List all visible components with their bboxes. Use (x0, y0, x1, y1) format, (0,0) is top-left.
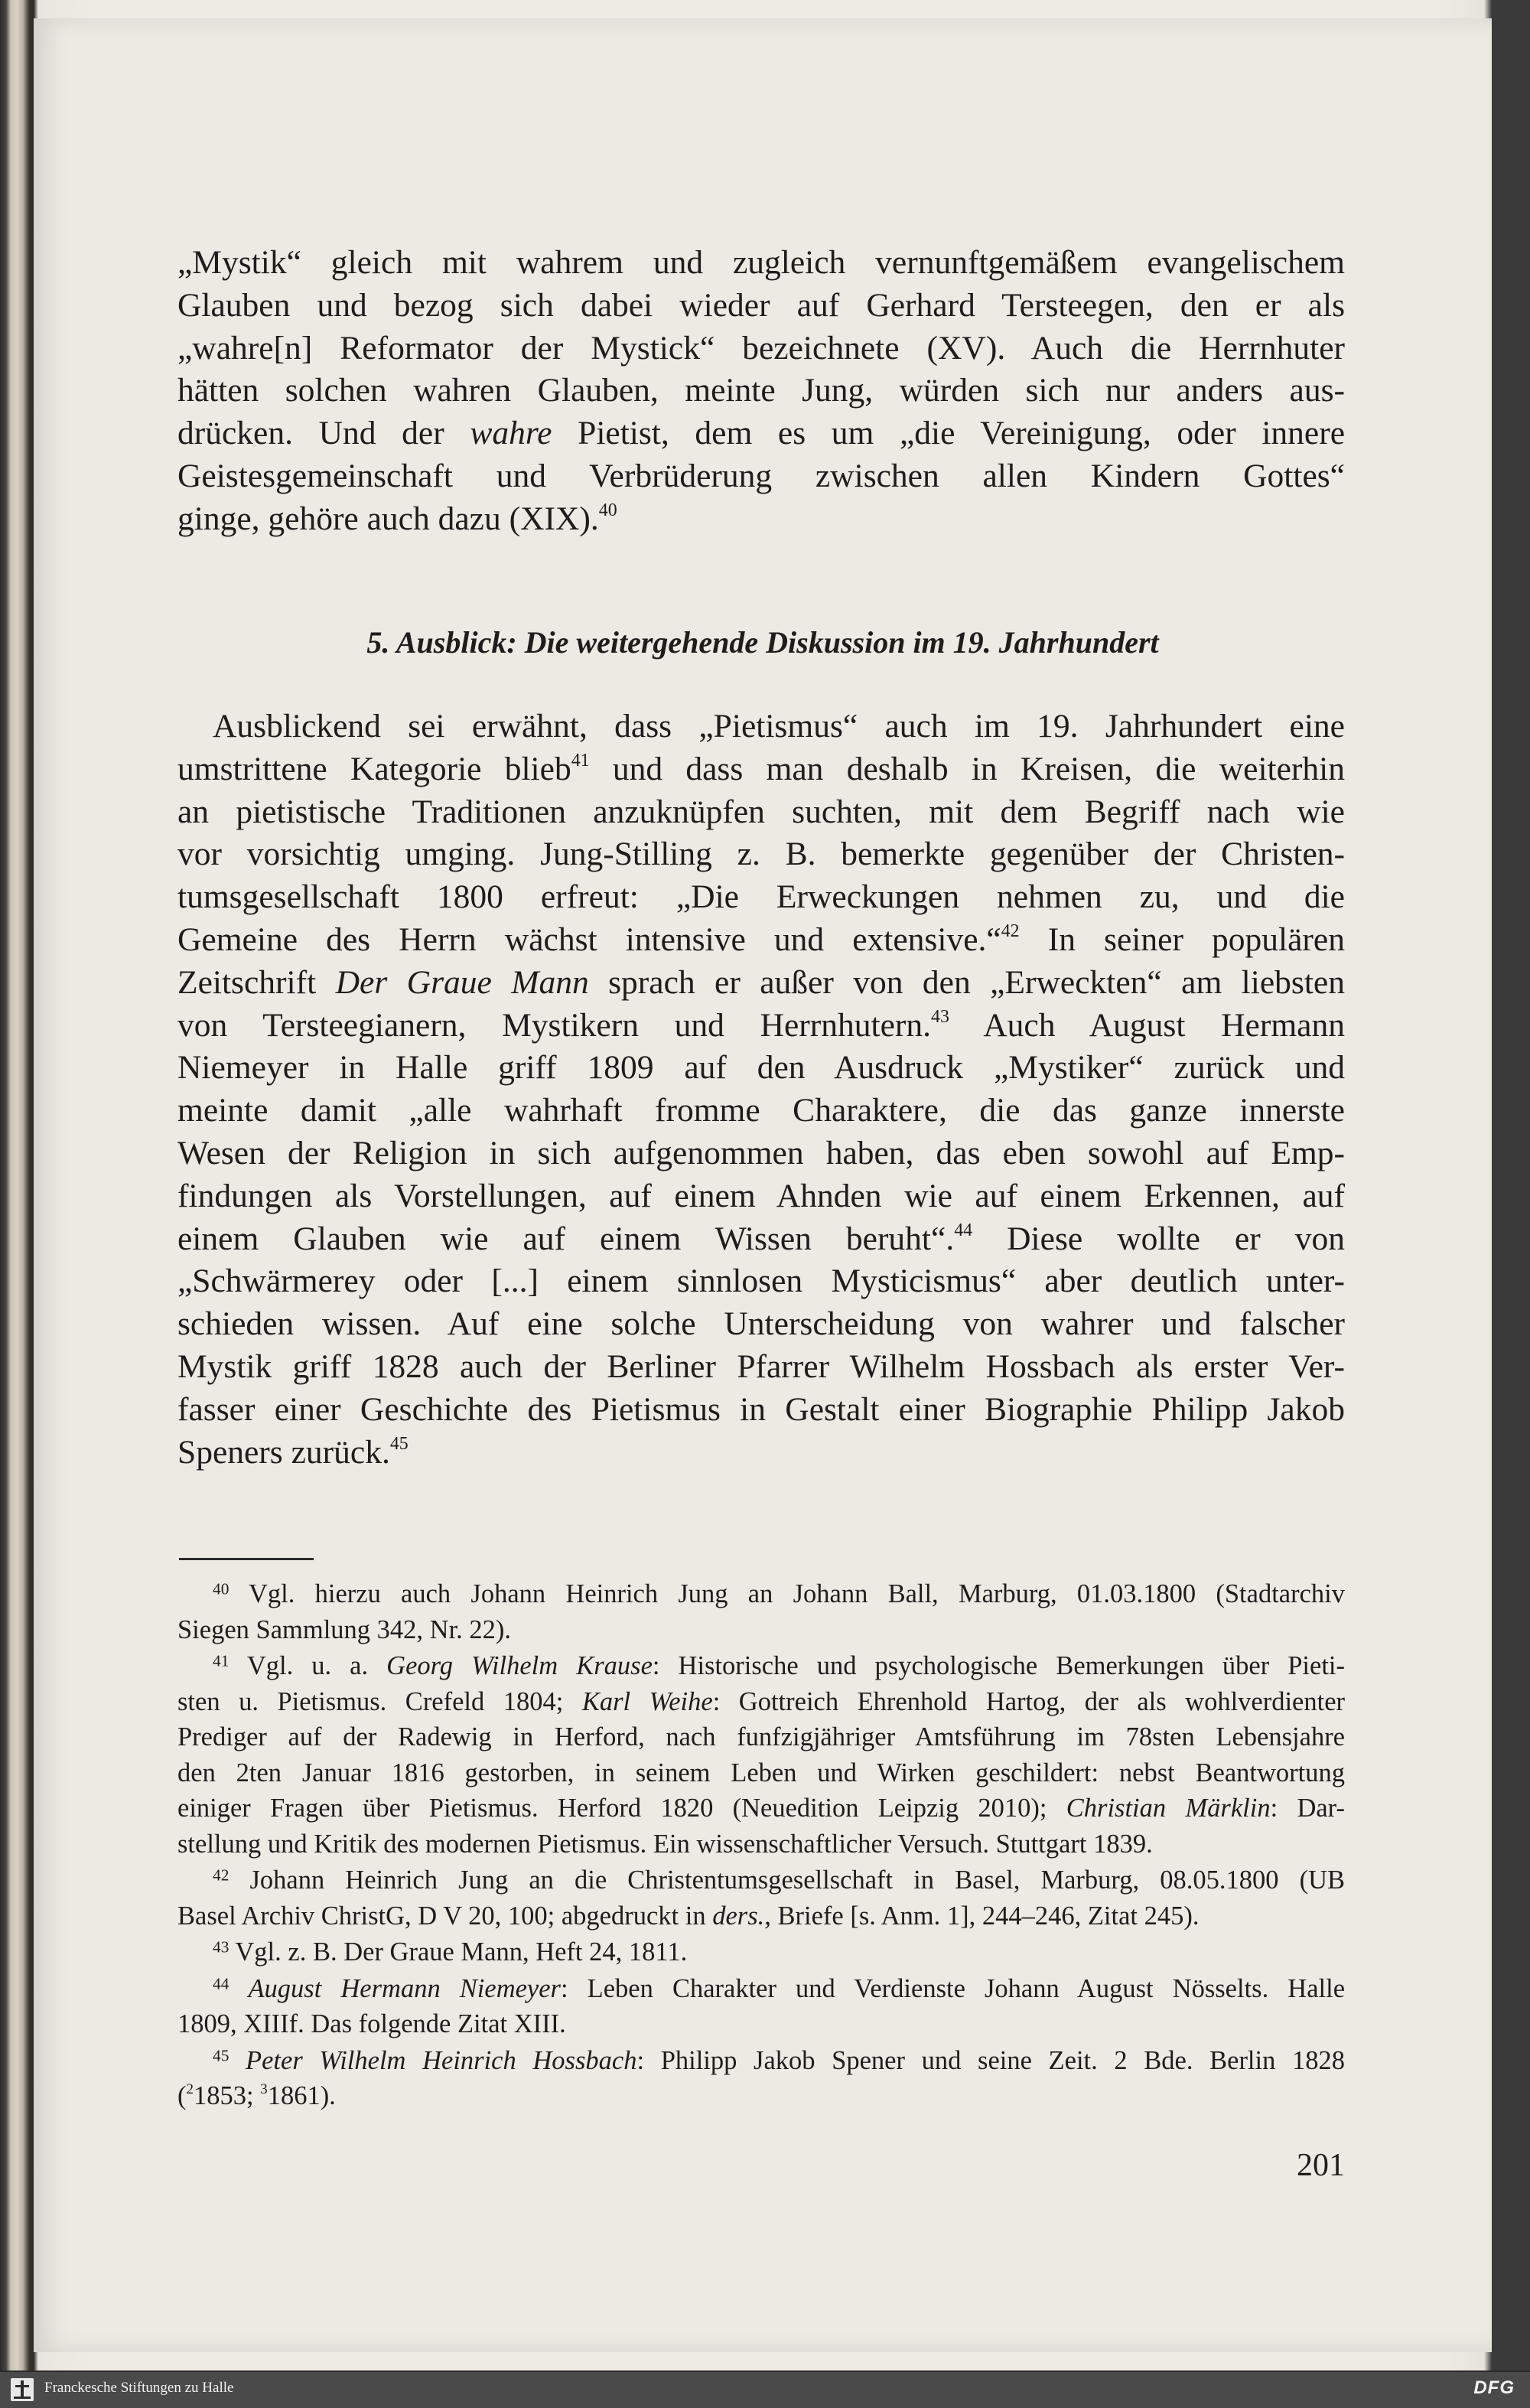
footnote-line (177, 1862, 1345, 1898)
text-run: Johann Heinrich Jung an die Christentumsgesellschaft in Basel, Marburg, 08.05.1800 (UB (249, 1865, 1346, 1895)
footnote-42 (177, 1862, 1345, 1934)
text-line: tumsgesellschaft 1800 erfreut: „Die Erweckungen nehmen zu, und die (177, 878, 1345, 916)
text-line: Geistesgemeinschaft und Verbrüderung zwischen allen Kindern Gottes“ (177, 457, 1345, 494)
text-line: Glauben und bezog sich dabei wieder auf Gerhard Tersteegen, den er als (177, 286, 1345, 324)
author-name: Georg Wilhelm Krause (386, 1651, 653, 1680)
footnote-number: 45 (213, 2045, 230, 2064)
footnote-line (177, 2043, 1345, 2079)
author-name: Karl Weihe (581, 1686, 713, 1716)
text-run: : Leben Charakter und Verdienste Johann August Nösselts. Halle (561, 1973, 1346, 2003)
edition-sup: 2 (186, 2081, 194, 2097)
text-line (177, 1005, 1345, 1048)
emphasis: ders. (712, 1901, 765, 1931)
footnote-ref: 41 (571, 750, 590, 771)
footnote-ref: 43 (931, 1006, 949, 1027)
text-run: Gemeine des Herrn wächst intensive und extensive.“ (177, 921, 1001, 958)
text-line (177, 1218, 1345, 1261)
dfg-logo: DFG (1473, 2377, 1515, 2398)
footnote-line: stellung und Kritik des modernen Pietismus. Ein wissenschaftlicher Versuch. Stuttgart 1839. (177, 1829, 1153, 1859)
text-line: schieden wissen. Auf eine solche Unterscheidung von wahrer und falscher (177, 1305, 1345, 1343)
footnote-line: Prediger auf der Radewig in Herford, nach funfzigjähriger Amtsführung im 78sten Lebensjahre (177, 1722, 1345, 1751)
text-line: Wesen der Religion in sich aufgenommen haben, das eben sowohl auf Emp- (177, 1134, 1345, 1171)
footnote-line (177, 2078, 1345, 2114)
author-name: August Hermann Niemeyer (248, 1973, 561, 2003)
footnote-ref: 45 (389, 1433, 409, 1454)
text-run: einem Glauben wie auf einem Wissen beruht“. (177, 1220, 955, 1257)
footnote-line (177, 1684, 1345, 1720)
text-run: und dass man deshalb in Kreisen, die weiterhin (589, 750, 1346, 787)
text-line: meinte damit „alle wahrhaft fromme Charaktere, die das ganze innerste (177, 1092, 1345, 1129)
text-run: : Historische und psychologische Bemerkungen über Pieti- (652, 1651, 1345, 1680)
text-run: Auch August Hermann (949, 1006, 1345, 1044)
footnote-line (177, 1791, 1345, 1826)
text-line (177, 962, 1345, 1005)
text-line: Niemeyer in Halle griff 1809 auf den Ausdruck „Mystiker“ zurück und (177, 1049, 1345, 1087)
text-line: „Mystik“ gleich mit wahrem und zugleich vernunftgemäßem evangelischem (177, 244, 1345, 281)
text-line: an pietistische Traditionen anzuknüpfen suchten, mit dem Begriff nach wie (177, 793, 1345, 830)
footnote-line: 1809, XIIIf. Das folgende Zitat XIII. (177, 2009, 566, 2038)
footnote-44 (177, 1971, 1345, 2042)
text-run: sten u. Pietismus. Crefeld 1804; (177, 1686, 582, 1716)
footnote-line: den 2ten Januar 1816 gestorben, in seinem Leben und Wirken geschildert: nebst Beantwortung (177, 1758, 1345, 1787)
text-line (177, 919, 1345, 962)
text-line: Ausblickend sei erwähnt, dass „Pietismus“ auch im 19. Jahrhundert eine (213, 708, 1345, 745)
footnote-number: 40 (213, 1579, 230, 1598)
page-number: 201 (1297, 2148, 1345, 2183)
viewer-footer (0, 2371, 1530, 2408)
text-run: , Briefe [s. Anm. 1], 244–246, Zitat 245). (764, 1901, 1200, 1931)
emphasis: wahre (470, 415, 552, 452)
text-run: ( (177, 2081, 187, 2110)
footnote-ref: 40 (598, 500, 617, 520)
text-run: 1853; (193, 2081, 261, 2110)
text-run: Pietist, dem es um „die Vereinigung, oder innere (578, 415, 1346, 452)
footnote-41 (177, 1648, 1345, 1862)
footnote-divider (179, 1558, 314, 1560)
text-line: fasser einer Geschichte des Pietismus in Gestalt einer Biographie Philipp Jakob (177, 1390, 1345, 1428)
footnote-ref: 42 (1001, 921, 1020, 942)
footnote-line (177, 1934, 1345, 1970)
footnote-40 (177, 1576, 1345, 1647)
text-line: hätten solchen wahren Glauben, meinte Jung, würden sich nur anders aus- (177, 372, 1345, 409)
text-run: einiger Fragen über Pietismus. Herford 1820 (Neuedition Leipzig 2010); (177, 1794, 1066, 1823)
emphasis: Der Graue Mann (335, 963, 589, 1001)
text-line (177, 498, 1345, 541)
footnote-number: 42 (213, 1865, 230, 1885)
text-run: Diese wollte er von (972, 1220, 1345, 1257)
text-run: Speners zurück. (177, 1433, 390, 1471)
text-run: umstrittene Kategorie blieb (177, 750, 571, 787)
text-run: Vgl. hierzu auch Johann Heinrich Jung an Johann Ball, Marburg, 01.03.1800 (Stadtarchiv (249, 1579, 1345, 1608)
source-label: Franckesche Stiftungen zu Halle (44, 2380, 234, 2396)
footnote-number: 44 (213, 1973, 230, 1993)
footnote-line: Siegen Sammlung 342, Nr. 22). (177, 1615, 512, 1644)
text-run: drücken. Und der (177, 415, 444, 452)
footnote-ref: 44 (954, 1220, 973, 1240)
text-line: findungen als Vorstellungen, auf einem Ahnden wie auf einem Erkennen, auf (177, 1177, 1345, 1214)
book-page (34, 18, 1492, 2352)
text-line (177, 412, 1345, 455)
text-run: In seiner populären (1019, 921, 1345, 958)
footnote-number: 43 (213, 1937, 230, 1957)
text-line: vor vorsichtig umging. Jung-Stilling z. B. bemerkte gegenüber der Christen- (177, 836, 1345, 873)
text-run: von Tersteegianern, Mystikern und Herrnhutern. (177, 1006, 932, 1044)
text-run: : Dar- (1270, 1794, 1345, 1823)
author-name: Christian Märklin (1066, 1794, 1271, 1823)
text-line: Mystik griff 1828 auch der Berliner Pfarrer Wilhelm Hossbach als erster Ver- (177, 1347, 1345, 1385)
paragraph-1 (177, 242, 1345, 541)
footnote-line (177, 1898, 1345, 1934)
paragraph-2 (177, 705, 1345, 1474)
edition-sup: 3 (260, 2081, 268, 2097)
text-line (177, 1432, 1345, 1474)
footnote-number: 41 (213, 1651, 230, 1670)
section-heading: 5. Ausblick: Die weitergehende Diskussion im 19. Jahrhundert (366, 625, 1159, 660)
text-line (177, 748, 1345, 791)
text-run: : Philipp Jakob Spener und seine Zeit. 2 Bde. Berlin 1828 (636, 2045, 1346, 2075)
text-run: : Gottreich Ehrenhold Hartog, der als wohlverdienter (712, 1686, 1345, 1716)
text-run: Vgl. z. B. Der Graue Mann, Heft 24, 1811. (235, 1937, 688, 1966)
footnote-line (177, 1971, 1345, 2007)
author-name: Peter Wilhelm Heinrich Hossbach (246, 2045, 637, 2075)
text-run: Vgl. u. a. (246, 1651, 387, 1680)
text-run: ginge, gehöre auch dazu (XIX). (177, 500, 599, 537)
text-line: „wahre[n] Reformator der Mystick“ bezeichnete (XV). Auch die Herrnhuter (177, 329, 1345, 367)
francke-logo-icon (11, 2378, 34, 2401)
footnote-43 (177, 1934, 1345, 1970)
text-run: Zeitschrift (177, 963, 336, 1001)
footnote-line (177, 1576, 1345, 1612)
text-line: „Schwärmerey oder [...] einem sinnlosen Mysticismus“ aber deutlich unter- (177, 1263, 1345, 1300)
footnotes (177, 1576, 1345, 2115)
text-run: sprach er außer von den „Erweckten“ am liebsten (588, 963, 1345, 1001)
text-run: Basel Archiv ChristG, D V 20, 100; abgedruckt in (177, 1901, 713, 1931)
footnote-line (177, 1648, 1345, 1684)
footnote-45 (177, 2043, 1345, 2114)
text-run: 1861). (267, 2081, 336, 2110)
